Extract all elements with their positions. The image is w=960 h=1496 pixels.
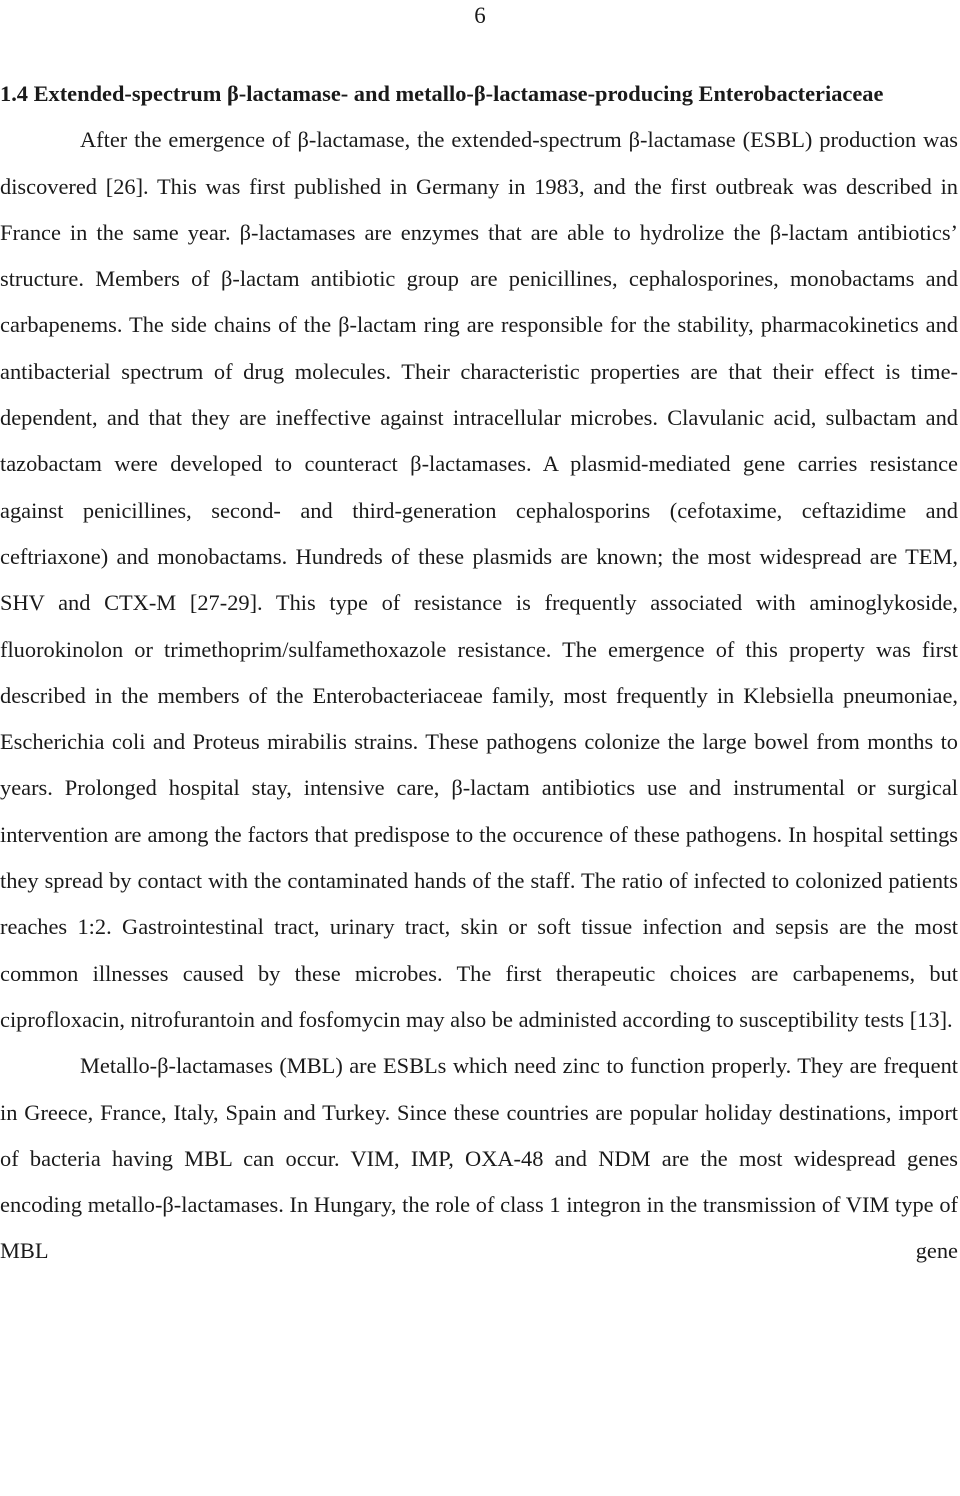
paragraph-mbl: Metallo-β-lactamases (MBL) are ESBLs which need zinc to function properly. They are frequent in Greece, France, Italy, Spain and Turkey. Since these countries are popular holiday destinations, import of bacteria having MBL can occur. VIM, IMP, OXA-48 and NDM are the most widespread genes encoding metallo-β-lactamases. In Hungary, the role of class 1 integron in the transmission of VIM type of MBL gene — [0, 1053, 958, 1264]
page-number: 6 — [474, 3, 486, 28]
page-content — [0, 71, 958, 1275]
paragraph-esbl: After the emergence of β-lactamase, the extended-spectrum β-lactamase (ESBL) production was discovered [26]. This was first published in Germany in 1983, and the first outbreak was described in France in the same year. β-lactamases are enzymes that are able to hydrolize the β-lactam antibiotics’ structure. Members of β-lactam antibiotic group are penicillines, cephalosporines, monobactams and carbapenems. The side chains of the β-lactam ring are responsible for the stability, pharmacokinetics and antibacterial spectrum of drug molecules. Their characteristic properties are that their effect is time-dependent, and that they are ineffective against intracellular microbes. Clavulanic acid, sulbactam and tazobactam were developed to counteract β-lactamases. A plasmid-mediated gene carries resistance against penicillines, second- and third-generation cephalosporins (cefotaxime, ceftazidime and ceftriaxone) and monobactams. Hundreds of these plasmids are known; the most widespread are TEM, SHV and CTX-M [27-29]. This type of resistance is frequently associated with aminoglykoside, fluorokinolon or trimethoprim/sulfamethoxazole resistance. The emergence of this property was first described in the members of the Enterobacteriaceae family, most frequently in Klebsiella pneumoniae, Escherichia coli and Proteus mirabilis strains. These pathogens colonize the large bowel from months to years. Prolonged hospital stay, intensive care, β-lactam antibiotics use and instrumental or surgical intervention are among the factors that predispose to the occurence of these pathogens. In hospital settings they spread by contact with the contaminated hands of the staff. The ratio of infected to colonized patients reaches 1:2. Gastrointestinal tract, urinary tract, skin or soft tissue infection and sepsis are the most common illnesses caused by these microbes. The first therapeutic choices are carbapenems, but ciprofloxacin, nitrofurantoin and fosfomycin may also be administed according to susceptibility tests [13]. — [0, 127, 958, 1032]
section-heading: 1.4 Extended-spectrum β-lactamase- and metallo-β-lactamase-producing Enterobacteriaceae — [0, 81, 884, 106]
